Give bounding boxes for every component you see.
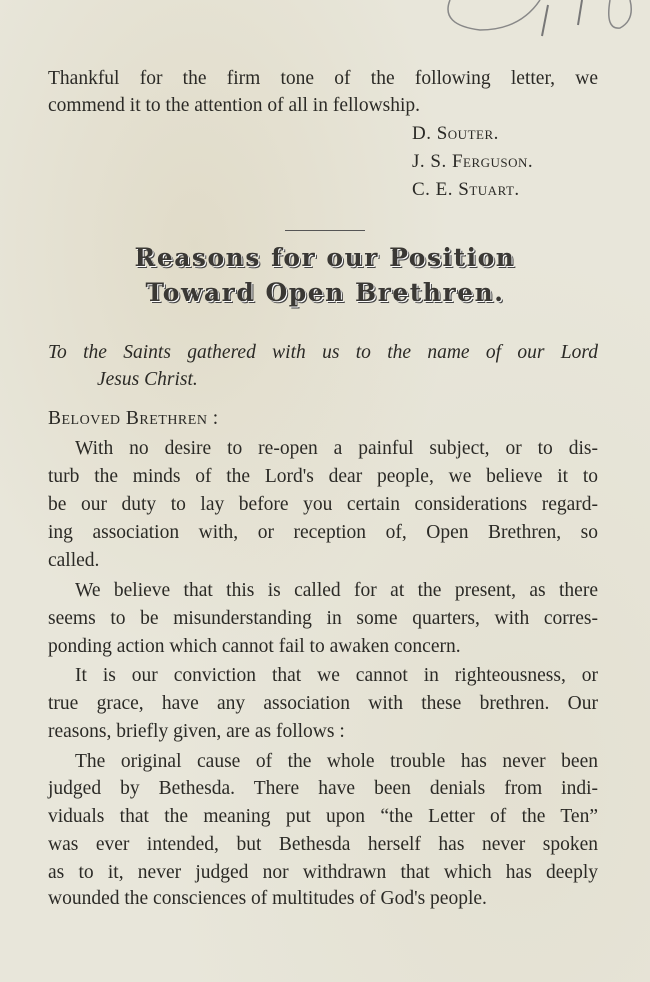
salutation: Beloved Brethren :: [48, 408, 219, 429]
body-line: With no desire to re-open a painful subject, or to dis-: [75, 438, 598, 459]
body-line: The original cause of the whole trouble has never been: [75, 751, 598, 772]
body-line: turb the minds of the Lord's dear people, we believe it to: [48, 466, 598, 487]
address-line: Jesus Christ.: [97, 369, 198, 390]
signatory: C. E. Stuart.: [412, 179, 520, 200]
preface-line: Thankful for the firm tone of the following letter, we: [48, 68, 598, 89]
preface-line: commend it to the attention of all in fellowship.: [48, 95, 421, 116]
title-line-1: Reasons for our Position: [134, 243, 516, 272]
body-line: wounded the consciences of multitudes of God's people.: [48, 888, 487, 909]
body-line: true grace, have any association with these brethren. Our: [48, 693, 598, 714]
body-line: be our duty to lay before you certain considerations regard-: [48, 494, 598, 515]
body-line: We believe that this is called for at the present, as there: [75, 580, 598, 601]
divider: [285, 230, 365, 231]
handwritten-mark: [420, 0, 650, 40]
body-line: viduals that the meaning put upon “the Letter of the Ten”: [48, 806, 598, 827]
body-line: reasons, briefly given, are as follows :: [48, 721, 345, 742]
title-line-2: Toward Open Brethren.: [145, 278, 505, 307]
body-line: seems to be misunderstanding in some quarters, with corres-: [48, 608, 598, 629]
body-line: was ever intended, but Bethesda herself has never spoken: [48, 834, 598, 855]
signatory: D. Souter.: [412, 123, 499, 144]
body-line: called.: [48, 550, 100, 571]
body-line: judged by Bethesda. There have been denials from indi-: [48, 778, 598, 799]
address-line: To the Saints gathered with us to the name of our Lord: [48, 342, 598, 363]
body-line: ponding action which cannot fail to awaken concern.: [48, 636, 461, 657]
body-line: ing association with, or reception of, Open Brethren, so: [48, 522, 598, 543]
signatory: J. S. Ferguson.: [412, 151, 534, 172]
body-line: It is our conviction that we cannot in righteousness, or: [75, 665, 598, 686]
body-line: as to it, never judged nor withdrawn that which has deeply: [48, 862, 598, 883]
